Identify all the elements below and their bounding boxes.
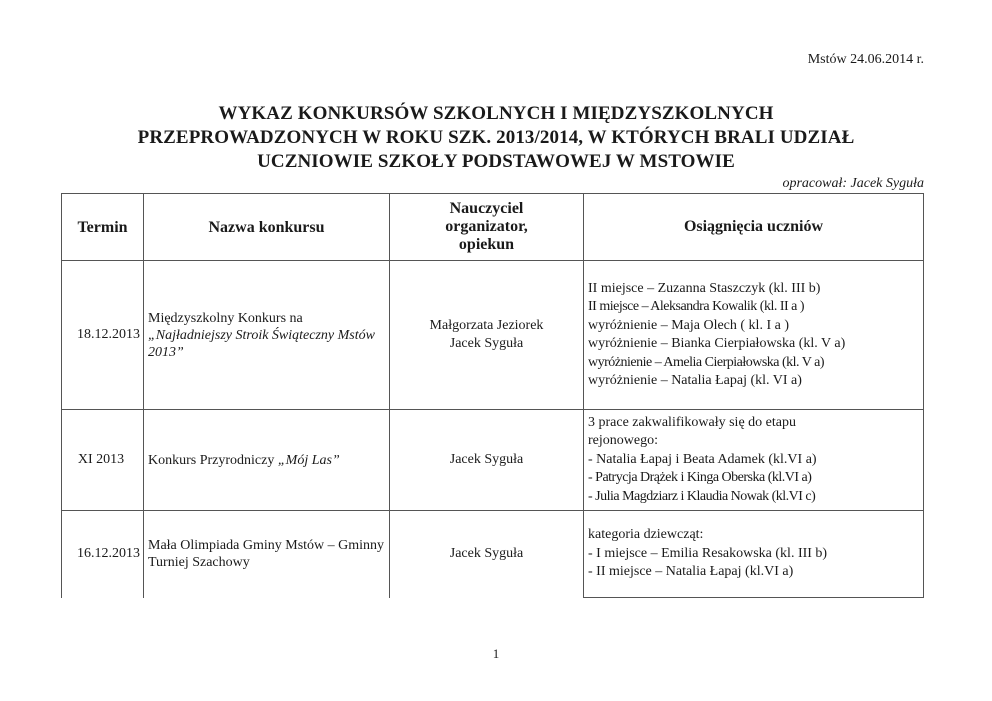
cell-nauczyciel	[390, 511, 584, 598]
cell-osiagniecia	[584, 410, 924, 511]
cell-nauczyciel	[390, 261, 584, 410]
cell-termin: 16.12.2013	[62, 511, 144, 598]
achievement-line: 3 prace zakwalifikowały się do etapu	[588, 414, 796, 430]
table-row	[62, 410, 924, 511]
achievement-line: - Natalia Łapaj i Beata Adamek (kl.VI a)	[588, 451, 817, 467]
cell-nauczyciel	[390, 410, 584, 511]
header-nazwa: Nazwa konkursu	[144, 194, 390, 261]
header-nauczyciel	[390, 194, 584, 261]
contest-name: Międzyszkolny Konkurs na	[148, 310, 303, 326]
achievement-line: II miejsce – Zuzanna Staszczyk (kl. III b)	[588, 280, 821, 296]
author-note: opracował: Jacek Syguła	[782, 176, 924, 191]
cell-osiagniecia	[584, 511, 924, 598]
cell-termin: XI 2013	[62, 410, 144, 511]
achievement-line: - Patrycja Drążek i Kinga Oberska (kl.VI a)	[588, 470, 812, 486]
table-header-row	[62, 194, 924, 261]
teacher-name: Jacek Syguła	[449, 336, 524, 351]
table-row	[62, 261, 924, 410]
title-line: PRZEPROWADZONYCH W ROKU SZK. 2013/2014, W KTÓRYCH BRALI UDZIAŁ	[137, 127, 855, 148]
teacher-name: Małgorzata Jeziorek	[429, 318, 544, 333]
achievement-line: - Julia Magdziarz i Klaudia Nowak (kl.VI c)	[588, 488, 816, 504]
achievement-line: rejonowego:	[588, 433, 658, 449]
header-osiagniecia: Osiągnięcia uczniów	[584, 194, 924, 261]
teacher-name: Jacek Syguła	[449, 452, 524, 467]
document-date: Mstów 24.06.2014 r.	[807, 52, 924, 67]
contests-table	[61, 193, 924, 598]
page-number: 1	[492, 646, 500, 661]
teacher-name: Jacek Syguła	[449, 546, 524, 562]
header-line: opiekun	[458, 236, 515, 253]
title-line: UCZNIOWIE SZKOŁY PODSTAWOWEJ W MSTOWIE	[257, 151, 735, 172]
achievement-line: - I miejsce – Emilia Resakowska (kl. III b)	[588, 545, 828, 561]
cell-nazwa	[144, 261, 390, 410]
cell-nazwa	[144, 511, 390, 598]
achievement-line: II miejsce – Aleksandra Kowalik (kl. II a )	[588, 299, 805, 314]
document-title	[60, 102, 932, 174]
achievement-line: - II miejsce – Natalia Łapaj (kl.VI a)	[588, 564, 794, 580]
cell-nazwa	[144, 410, 390, 511]
achievement-line: wyróżnienie – Maja Olech ( kl. I a )	[588, 317, 789, 333]
header-termin: Termin	[62, 194, 144, 261]
header-line: organizator,	[445, 218, 528, 235]
cell-osiagniecia	[584, 261, 924, 410]
header-line: Nauczyciel	[449, 200, 524, 217]
achievement-line: wyróżnienie – Amelia Cierpiałowska (kl. V a)	[588, 354, 825, 370]
contest-name: Mała Olimpiada Gminy Mstów – Gminny Turniej Szachowy	[148, 538, 385, 571]
achievement-line: wyróżnienie – Bianka Cierpiałowska (kl. V a)	[588, 336, 846, 351]
cell-termin: 18.12.2013	[62, 261, 144, 410]
contest-name: Konkurs Przyrodniczy	[148, 452, 275, 468]
table-row	[62, 511, 924, 598]
contest-title: „Najładniejszy Stroik Świąteczny Mstów 2013”	[148, 327, 375, 360]
title-line: WYKAZ KONKURSÓW SZKOLNYCH I MIĘDZYSZKOLNYCH	[218, 103, 774, 124]
contest-title: „Mój Las”	[277, 452, 340, 468]
achievement-line: kategoria dziewcząt:	[588, 527, 704, 543]
achievement-line: wyróżnienie – Natalia Łapaj (kl. VI a)	[588, 373, 802, 388]
